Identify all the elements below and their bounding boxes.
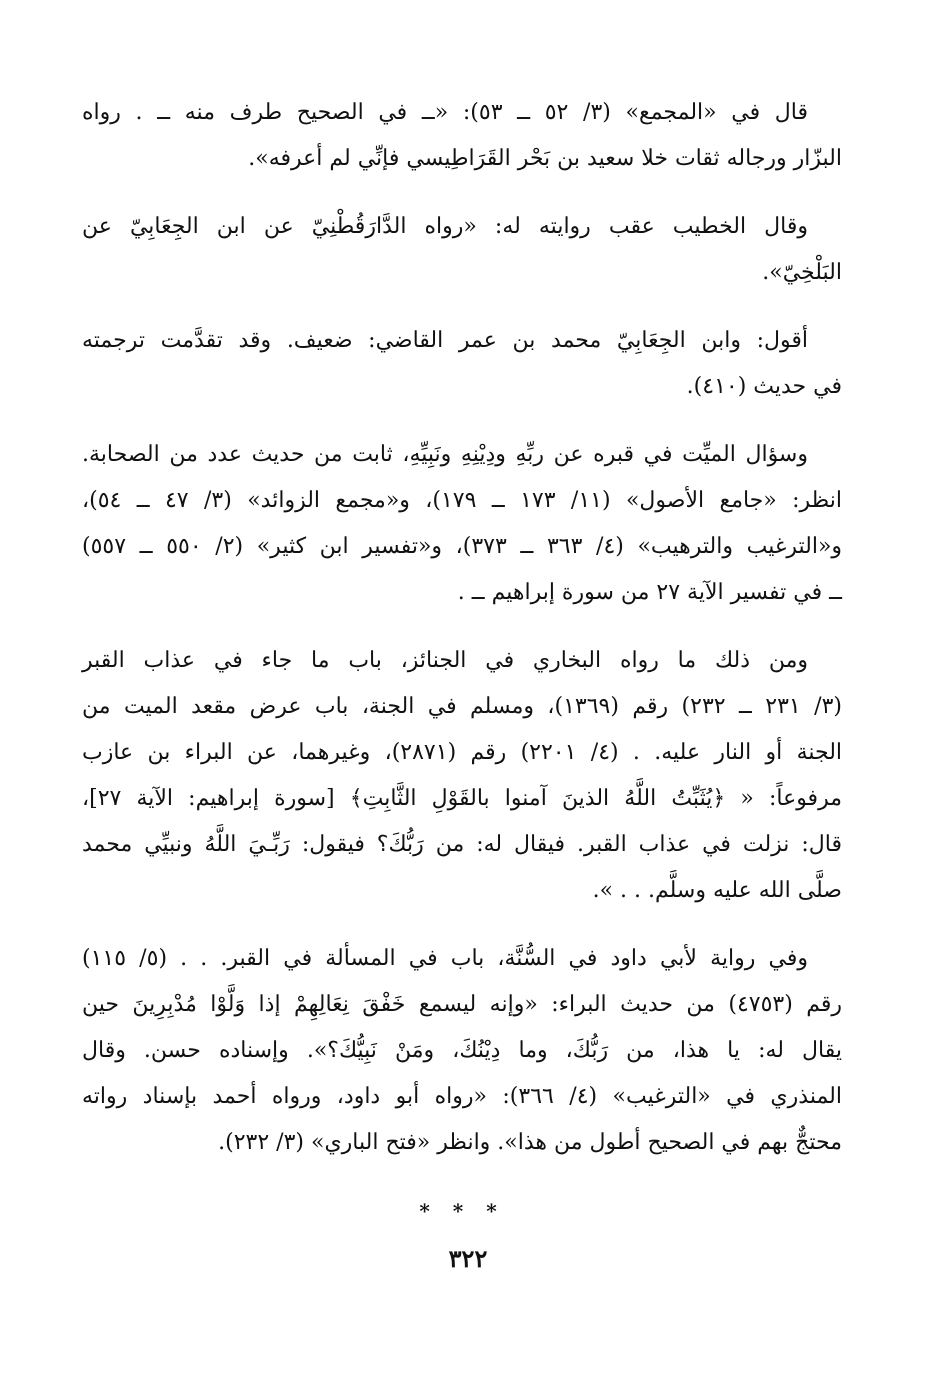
paragraph-sual (82, 432, 842, 616)
text-line: صلَّى الله عليه وسلَّم. . . ». (592, 878, 842, 903)
text-line: المنذري في «الترغيب» (٤/ ٣٦٦): «رواه أبو داود، ورواه أحمد بإسناد رواته (82, 1084, 842, 1109)
text-line: أقول: وابن الجِعَابِيّ محمد بن عمر القاضي: ضعيف. وقد تقدَّمت ترجمته (82, 328, 808, 353)
paragraph-khatib (82, 204, 842, 296)
text-line: انظر: «جامع الأصول» (١١/ ١٧٣ ــ ١٧٩)، و«مجمع الزوائد» (٣/ ٤٧ ــ ٥٤)، (82, 488, 842, 513)
text-line: وسؤال الميِّت في قبره عن ربِّهِ ودِيْنِهِ ونَبِيِّهِ، ثابت من حديث عدد من الصحابة. (82, 442, 808, 467)
page-number: ٣٢٢ (448, 1244, 488, 1273)
text-line: قال في «المجمع» (٣/ ٥٢ ــ ٥٣): «ــ في الصحيح طرف منه ــ . رواه (82, 100, 808, 125)
text-line: رقم (٤٧٥٣) من حديث البراء: «وإنه ليسمع خَفْقَ نِعَالِهِمْ إذا وَلَّوْا مُدْبِرِينَ حين (82, 992, 842, 1017)
text-line: محتجٌّ بهم في الصحيح أطول من هذا». وانظر «فتح الباري» (٣/ ٢٣٢). (218, 1130, 842, 1155)
paragraph-bukhari (82, 638, 842, 914)
text-line: مرفوعاً: « ﴿يُثَبِّتُ اللَّهُ الذينَ آمنوا بالقَوْلِ الثَّابِتِ﴾ [سورة إبراهيم: الآية ٢٧]، (82, 786, 842, 811)
section-separator: * * * (419, 1199, 505, 1223)
paragraph-abu-dawud (82, 936, 842, 1166)
text-line: وقال الخطيب عقب روايته له: «رواه الدَّارَقُطْنِيّ عن ابن الجِعَابِيّ عن (82, 214, 808, 239)
text-line: وفي رواية لأبي داود في السُّنَّة، باب في المسألة في القبر. . . (٥/ ١١٥) (82, 946, 809, 971)
text-line: و«الترغيب والترهيب» (٤/ ٣٦٣ ــ ٣٧٣)، و«تفسير ابن كثير» (٢/ ٥٥٠ ــ ٥٥٧) (82, 534, 843, 559)
paragraph-aqul (82, 318, 842, 410)
text-line: يقال له: يا هذا، من رَبُّكَ، وما دِيْنُكَ، ومَنْ نَبِيُّكَ؟». وإسناده حسن. وقال (82, 1038, 842, 1063)
paragraph-majma (82, 90, 842, 182)
text-line: (٣/ ٢٣١ ــ ٢٣٢) رقم (١٣٦٩)، ومسلم في الجنة، باب عرض مقعد الميت من (82, 694, 842, 719)
text-line: في حديث (٤١٠). (686, 374, 842, 399)
text-line: الجنة أو النار عليه. . (٤/ ٢٢٠١) رقم (٢٨٧١)، وغيرهما، عن البراء بن عازب (82, 740, 843, 765)
page-body (82, 90, 842, 1234)
text-line: قال: نزلت في عذاب القبر. فيقال له: من رَبُّكَ؟ فيقول: رَبِّـيَ اللَّهُ ونبيِّي محمد (82, 832, 842, 857)
text-line: ومن ذلك ما رواه البخاري في الجنائز، باب ما جاء في عذاب القبر (82, 648, 808, 673)
text-line: ــ في تفسير الآية ٢٧ من سورة إبراهيم ــ . (457, 580, 842, 605)
text-line: البزّار ورجاله ثقات خلا سعيد بن بَحْر القَرَاطِيسي فإنِّي لم أعرفه». (248, 146, 842, 171)
text-line: البَلْخِيّ». (762, 260, 842, 285)
